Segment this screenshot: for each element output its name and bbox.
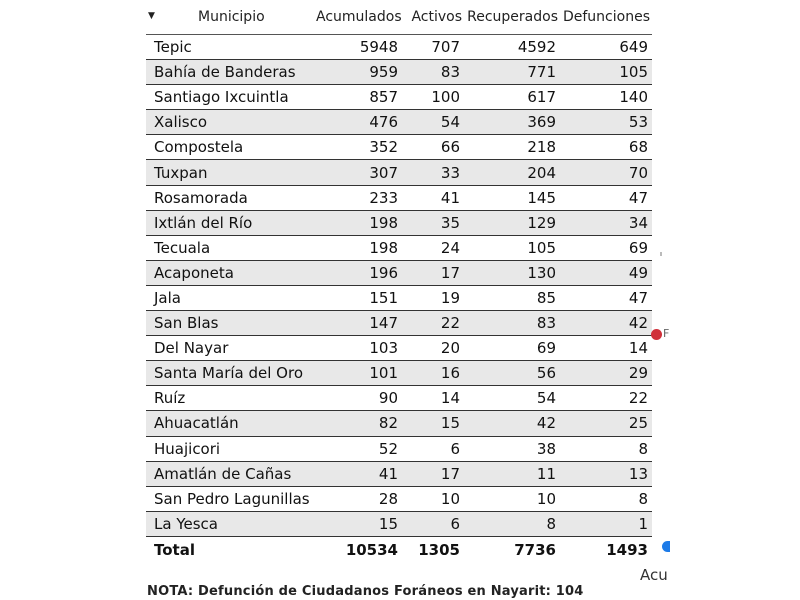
cell-activos: 16 xyxy=(402,361,464,386)
cell-municipio: Bahía de Banderas xyxy=(146,60,314,85)
table-row[interactable] xyxy=(146,285,652,310)
side-panel-tick xyxy=(660,252,662,256)
cell-defunciones: 8 xyxy=(560,486,652,511)
table-row[interactable] xyxy=(146,160,652,185)
cell-acumulados: 101 xyxy=(314,361,402,386)
cell-acumulados: 15 xyxy=(314,511,402,536)
cell-recuperados: 38 xyxy=(464,436,560,461)
cell-acumulados: 103 xyxy=(314,336,402,361)
red-legend-dot-icon xyxy=(651,329,662,340)
cell-acumulados: 352 xyxy=(314,135,402,160)
cell-defunciones: 34 xyxy=(560,210,652,235)
total-recuperados: 7736 xyxy=(464,536,560,563)
cell-acumulados: 28 xyxy=(314,486,402,511)
header-municipio[interactable]: Municipio xyxy=(146,0,314,35)
table-row[interactable] xyxy=(146,135,652,160)
table-row[interactable] xyxy=(146,35,652,60)
table-row[interactable] xyxy=(146,210,652,235)
total-row xyxy=(146,536,652,563)
cell-activos: 10 xyxy=(402,486,464,511)
cell-defunciones: 49 xyxy=(560,260,652,285)
cell-activos: 19 xyxy=(402,285,464,310)
cell-recuperados: 204 xyxy=(464,160,560,185)
cell-recuperados: 11 xyxy=(464,461,560,486)
cell-activos: 17 xyxy=(402,260,464,285)
cell-activos: 6 xyxy=(402,511,464,536)
cell-recuperados: 54 xyxy=(464,386,560,411)
cell-recuperados: 42 xyxy=(464,411,560,436)
cell-recuperados: 129 xyxy=(464,210,560,235)
cell-defunciones: 47 xyxy=(560,185,652,210)
cell-municipio: Santiago Ixcuintla xyxy=(146,85,314,110)
data-table xyxy=(146,0,652,563)
table-row[interactable] xyxy=(146,311,652,336)
nota-text: NOTA: Defunción de Ciudadanos Foráneos en Nayarit: 104 xyxy=(147,584,584,599)
table-row[interactable] xyxy=(146,85,652,110)
cell-activos: 20 xyxy=(402,336,464,361)
cell-municipio: Ixtlán del Río xyxy=(146,210,314,235)
cell-recuperados: 4592 xyxy=(464,35,560,60)
cell-recuperados: 69 xyxy=(464,336,560,361)
cell-recuperados: 145 xyxy=(464,185,560,210)
cell-acumulados: 5948 xyxy=(314,35,402,60)
cell-acumulados: 307 xyxy=(314,160,402,185)
cell-acumulados: 82 xyxy=(314,411,402,436)
table-row[interactable] xyxy=(146,110,652,135)
cell-municipio: Huajicori xyxy=(146,436,314,461)
cell-defunciones: 22 xyxy=(560,386,652,411)
table-header xyxy=(146,0,652,35)
cell-defunciones: 649 xyxy=(560,35,652,60)
cell-recuperados: 83 xyxy=(464,311,560,336)
cell-recuperados: 10 xyxy=(464,486,560,511)
total-activos: 1305 xyxy=(402,536,464,563)
cell-municipio: Tuxpan xyxy=(146,160,314,185)
cell-municipio: Ahuacatlán xyxy=(146,411,314,436)
covid-municipio-table xyxy=(146,0,652,563)
side-panel-clipped-letter: F xyxy=(663,327,670,340)
header-acumulados-label: Acumulados xyxy=(316,9,402,25)
cell-municipio: Rosamorada xyxy=(146,185,314,210)
cell-municipio: Ruíz xyxy=(146,386,314,411)
cell-acumulados: 52 xyxy=(314,436,402,461)
cell-recuperados: 105 xyxy=(464,235,560,260)
table-row[interactable] xyxy=(146,60,652,85)
cell-defunciones: 8 xyxy=(560,436,652,461)
cell-recuperados: 771 xyxy=(464,60,560,85)
table-row[interactable] xyxy=(146,436,652,461)
cell-activos: 22 xyxy=(402,311,464,336)
total-label: Total xyxy=(146,536,314,563)
cell-acumulados: 476 xyxy=(314,110,402,135)
table-row[interactable] xyxy=(146,260,652,285)
cell-recuperados: 617 xyxy=(464,85,560,110)
table-body xyxy=(146,35,652,537)
cell-acumulados: 233 xyxy=(314,185,402,210)
sort-descending-icon: ▼ xyxy=(148,11,155,21)
cell-activos: 17 xyxy=(402,461,464,486)
cell-defunciones: 70 xyxy=(560,160,652,185)
cell-municipio: Tecuala xyxy=(146,235,314,260)
cell-municipio: Tepic xyxy=(146,35,314,60)
header-recuperados[interactable]: Recuperados xyxy=(464,0,560,35)
cell-activos: 6 xyxy=(402,436,464,461)
table-row[interactable] xyxy=(146,511,652,536)
cell-municipio: Jala xyxy=(146,285,314,310)
side-panel-clip xyxy=(640,566,670,584)
table-row[interactable] xyxy=(146,361,652,386)
table-row[interactable] xyxy=(146,185,652,210)
table-row[interactable] xyxy=(146,235,652,260)
header-defunciones[interactable]: Defunciones xyxy=(560,0,652,35)
cell-acumulados: 959 xyxy=(314,60,402,85)
cell-defunciones: 25 xyxy=(560,411,652,436)
cell-defunciones: 140 xyxy=(560,85,652,110)
cell-defunciones: 105 xyxy=(560,60,652,85)
cell-activos: 54 xyxy=(402,110,464,135)
cell-recuperados: 130 xyxy=(464,260,560,285)
cell-activos: 707 xyxy=(402,35,464,60)
cell-defunciones: 1 xyxy=(560,511,652,536)
cell-recuperados: 8 xyxy=(464,511,560,536)
header-activos[interactable]: Activos xyxy=(402,0,464,35)
cell-municipio: Xalisco xyxy=(146,110,314,135)
cell-activos: 14 xyxy=(402,386,464,411)
cell-municipio: Del Nayar xyxy=(146,336,314,361)
cell-activos: 24 xyxy=(402,235,464,260)
cell-acumulados: 198 xyxy=(314,210,402,235)
cell-recuperados: 85 xyxy=(464,285,560,310)
cell-municipio: La Yesca xyxy=(146,511,314,536)
cell-recuperados: 218 xyxy=(464,135,560,160)
cell-municipio: San Blas xyxy=(146,311,314,336)
cell-municipio: Amatlán de Cañas xyxy=(146,461,314,486)
cell-defunciones: 47 xyxy=(560,285,652,310)
cell-acumulados: 41 xyxy=(314,461,402,486)
cell-activos: 41 xyxy=(402,185,464,210)
cell-acumulados: 196 xyxy=(314,260,402,285)
cell-defunciones: 68 xyxy=(560,135,652,160)
table-row[interactable] xyxy=(146,386,652,411)
cell-municipio: Santa María del Oro xyxy=(146,361,314,386)
cell-recuperados: 369 xyxy=(464,110,560,135)
table-row[interactable] xyxy=(146,336,652,361)
cell-activos: 100 xyxy=(402,85,464,110)
cell-municipio: San Pedro Lagunillas xyxy=(146,486,314,511)
total-acumulados: 10534 xyxy=(314,536,402,563)
cell-municipio: Compostela xyxy=(146,135,314,160)
cell-defunciones: 29 xyxy=(560,361,652,386)
table-footer xyxy=(146,536,652,563)
cell-acumulados: 147 xyxy=(314,311,402,336)
cell-activos: 83 xyxy=(402,60,464,85)
cell-defunciones: 14 xyxy=(560,336,652,361)
total-defunciones: 1493 xyxy=(560,536,652,563)
cell-acumulados: 198 xyxy=(314,235,402,260)
cell-activos: 35 xyxy=(402,210,464,235)
table-row[interactable] xyxy=(146,486,652,511)
cell-defunciones: 69 xyxy=(560,235,652,260)
cell-defunciones: 53 xyxy=(560,110,652,135)
blue-legend-dot-icon xyxy=(662,541,670,552)
table-row[interactable] xyxy=(146,461,652,486)
table-row[interactable] xyxy=(146,411,652,436)
side-panel-clipped-text: Acu xyxy=(640,566,668,584)
cell-defunciones: 42 xyxy=(560,311,652,336)
cell-acumulados: 151 xyxy=(314,285,402,310)
cell-activos: 15 xyxy=(402,411,464,436)
cell-defunciones: 13 xyxy=(560,461,652,486)
cell-acumulados: 90 xyxy=(314,386,402,411)
cell-municipio: Acaponeta xyxy=(146,260,314,285)
cell-activos: 66 xyxy=(402,135,464,160)
cell-recuperados: 56 xyxy=(464,361,560,386)
cell-acumulados: 857 xyxy=(314,85,402,110)
cell-activos: 33 xyxy=(402,160,464,185)
